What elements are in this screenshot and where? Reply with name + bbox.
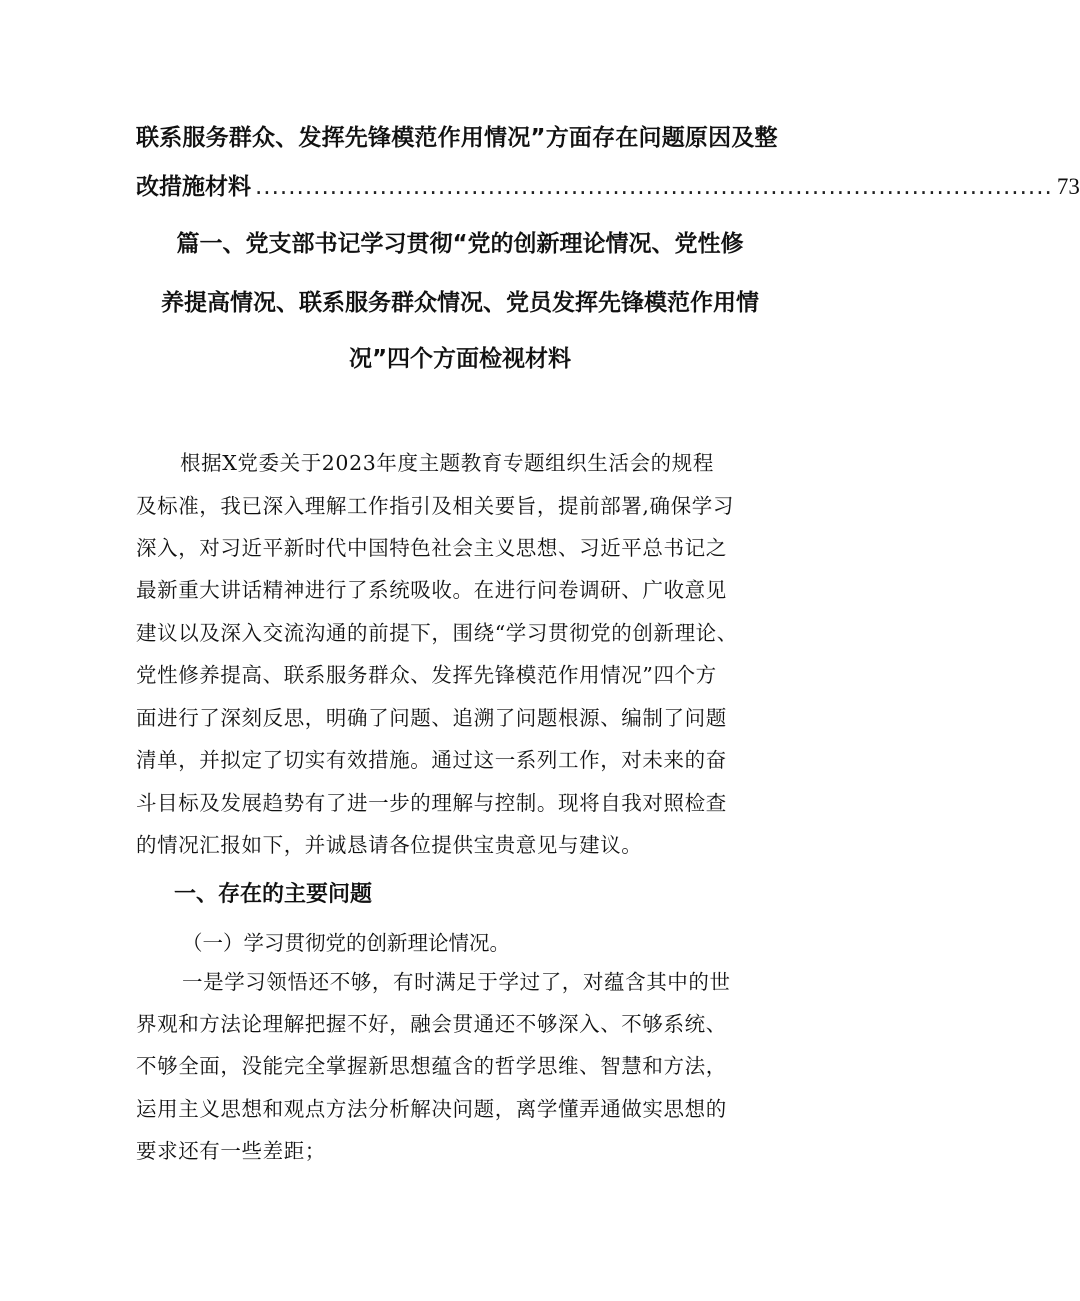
problem-line: 运用主义思想和观点方法分析解决问题，离学懂弄通做实思想的: [136, 1097, 727, 1121]
document-title-line-2: 养提高情况、联系服务群众情况、党员发挥先锋模范作用情: [161, 290, 759, 316]
intro-line: 的情况汇报如下，并诚恳请各位提供宝贵意见与建议。: [136, 833, 643, 857]
intro-line: 最新重大讲话精神进行了系统吸收。在进行问卷调研、广收意见: [136, 578, 727, 602]
problem-line: 一是学习领悟还不够，有时满足于学过了，对蕴含其中的世: [182, 970, 731, 994]
section-heading: 一、存在的主要问题: [174, 882, 373, 907]
problem-line: 要求还有一些差距；: [136, 1139, 326, 1163]
intro-line: 根据X党委关于2023年度主题教育专题组织生活会的规程: [180, 451, 714, 475]
problem-line: 不够全面，没能完全掌握新思想蕴含的哲学思维、智慧和方法，: [136, 1054, 727, 1078]
toc-entry-text: 改措施材料: [136, 174, 251, 200]
document-title-line-3: 况”四个方面检视材料: [348, 346, 572, 372]
toc-dot-leader: ................................................................................................: [255, 174, 1053, 200]
intro-line: 斗目标及发展趋势有了进一步的理解与控制。现将自我对照检查: [136, 791, 727, 815]
intro-line: 深入，对习近平新时代中国特色社会主义思想、习近平总书记之: [136, 536, 727, 560]
intro-line: 建议以及深入交流沟通的前提下，围绕“学习贯彻党的创新理论、: [136, 621, 738, 645]
toc-entry-line-1: 联系服务群众、发挥先锋模范作用情况”方面存在问题原因及整: [136, 125, 778, 151]
intro-line: 及标准，我已深入理解工作指引及相关要旨，提前部署,确保学习: [136, 494, 734, 518]
toc-page-number: 73: [1056, 174, 1080, 199]
intro-line: 党性修养提高、联系服务群众、发挥先锋模范作用情况”四个方: [136, 663, 717, 687]
intro-line: 面进行了深刻反思，明确了问题、追溯了问题根源、编制了问题: [136, 706, 727, 730]
subsection-heading: （一）学习贯彻党的创新理论情况。: [182, 931, 510, 955]
document-title-line-1: 篇一、党支部书记学习贯彻“党的创新理论情况、党性修: [176, 231, 744, 257]
problem-line: 界观和方法论理解把握不好，融会贯通还不够深入、不够系统、: [136, 1012, 727, 1036]
toc-entry-line-2: [136, 172, 1080, 202]
intro-line: 清单，并拟定了切实有效措施。通过这一系列工作，对未来的奋: [136, 748, 727, 772]
